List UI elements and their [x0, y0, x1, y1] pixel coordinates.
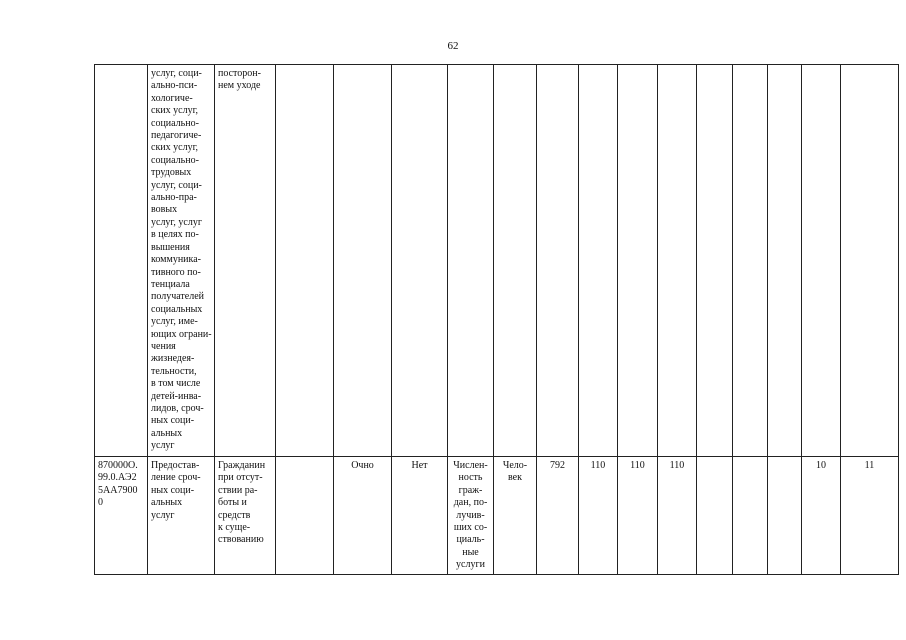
cell-text-line: социальных	[151, 303, 203, 315]
cell-text-line: при отсут-	[218, 472, 263, 484]
cell-empty	[537, 65, 579, 457]
cell-text-line: Числен-	[453, 460, 488, 471]
cell-text-line: лучив-	[456, 509, 485, 521]
cell-text-line: услуг	[151, 440, 175, 452]
cell-text-line: социально-	[151, 154, 199, 166]
cell-text-line: дан, по-	[453, 497, 488, 509]
cell-empty	[768, 457, 802, 575]
cell-text-line: ность	[458, 472, 483, 484]
cell-text-line: ных соци-	[151, 484, 195, 496]
cell-unit-name	[494, 457, 537, 575]
cell-text-line: коммуника-	[151, 254, 201, 266]
cell-text-line: 5АА7900	[98, 484, 138, 496]
cell-empty	[697, 457, 733, 575]
cell-text-line: услуг, име-	[151, 316, 198, 328]
cell-text-line: циаль-	[456, 534, 485, 546]
table-row	[95, 65, 899, 457]
cell-empty	[494, 65, 537, 457]
cell-empty	[658, 65, 697, 457]
cell-empty	[697, 65, 733, 457]
cell-text-line: тенциала	[151, 278, 190, 290]
cell-text-line: услуг, соци-	[151, 179, 202, 191]
cell-empty	[618, 65, 658, 457]
cell-text-line: ющих ограни-	[151, 328, 212, 340]
cell-text-line: хологиче-	[151, 92, 193, 104]
cell-text-line: граж-	[458, 484, 483, 496]
cell-text-line: ально-пси-	[151, 80, 198, 92]
cell-empty	[579, 65, 618, 457]
cell-empty	[334, 65, 392, 457]
cell-text-line: жизнедея-	[151, 353, 195, 365]
cell-text-line: ные	[462, 546, 479, 558]
cell-text-line: услуг, услуг	[151, 216, 202, 228]
cell-text-line: к суще-	[218, 522, 251, 534]
cell-empty	[802, 65, 841, 457]
cell-text-line: ально-пра-	[151, 192, 197, 204]
cell-text-line: вовых	[151, 204, 178, 216]
cell-text-line: боты и	[218, 497, 247, 509]
cell-text-line: Гражданин	[218, 460, 266, 471]
cell-text-line: услуг	[151, 509, 175, 521]
cell-text-line: педагогиче-	[151, 130, 202, 142]
cell-text-line: чения	[151, 340, 176, 352]
cell-empty	[841, 65, 899, 457]
cell-text-line: ских услуг,	[151, 105, 199, 117]
cell-text-line: тельности,	[151, 365, 197, 377]
cell-text-line: век	[508, 472, 522, 484]
cell-empty	[733, 457, 768, 575]
cell-text-line: ных соци-	[151, 415, 195, 427]
cell-deviation-absolute: 11	[841, 457, 899, 575]
cell-text-line: нем уходе	[218, 80, 261, 92]
table-row	[95, 457, 899, 575]
cell-empty	[276, 65, 334, 457]
cell-empty	[276, 457, 334, 575]
cell-text-line: вышения	[151, 241, 190, 253]
cell-form: Очно	[334, 457, 392, 575]
cell-recipient-category	[215, 457, 276, 575]
cell-value-year-2: 110	[618, 457, 658, 575]
cell-text-line: ших со-	[453, 522, 488, 534]
cell-text-line: ление сроч-	[151, 472, 201, 484]
cell-text-line: Чело-	[502, 460, 528, 471]
cell-empty	[448, 65, 494, 457]
cell-flag: Нет	[392, 457, 448, 575]
cell-text-line: трудовых	[151, 167, 192, 179]
cell-registry-code	[95, 457, 148, 575]
cell-text-line: в целях по-	[151, 229, 199, 241]
cell-text-line: ствии ра-	[218, 484, 258, 496]
cell-text-line: 0	[98, 497, 103, 509]
cell-text-line: посторон-	[218, 68, 261, 79]
cell-service-name	[148, 65, 215, 457]
cell-text-line: услуги	[456, 559, 485, 571]
cell-registry-code	[95, 65, 148, 457]
cell-text-line: 870000О.	[98, 460, 138, 471]
cell-text-line: альных	[151, 497, 183, 509]
cell-value-year-3: 110	[658, 457, 697, 575]
cell-text-line: ствованию	[218, 534, 264, 546]
cell-value-year-1: 110	[579, 457, 618, 575]
cell-empty	[392, 65, 448, 457]
cell-text-line: услуг, соци-	[151, 68, 202, 79]
cell-empty	[768, 65, 802, 457]
cell-recipient-category	[215, 65, 276, 457]
cell-service-name	[148, 457, 215, 575]
cell-text-line: лидов, сроч-	[151, 402, 204, 414]
cell-text-line: получателей	[151, 291, 205, 303]
cell-text-line: ских услуг,	[151, 142, 199, 154]
cell-text-line: тивного по-	[151, 266, 201, 278]
cell-text-line: в том числе	[151, 378, 201, 390]
cell-indicator-name	[448, 457, 494, 575]
cell-text-line: Предостав-	[151, 460, 200, 471]
cell-text-line: 99.0.АЭ2	[98, 472, 137, 484]
cell-empty	[733, 65, 768, 457]
cell-deviation-percent: 10	[802, 457, 841, 575]
service-table	[94, 64, 899, 575]
cell-text-line: детей-инва-	[151, 390, 202, 402]
cell-text-line: социально-	[151, 117, 199, 129]
cell-okei-code: 792	[537, 457, 579, 575]
cell-text-line: альных	[151, 427, 183, 439]
cell-text-line: средств	[218, 509, 251, 521]
page-number: 62	[447, 40, 459, 52]
